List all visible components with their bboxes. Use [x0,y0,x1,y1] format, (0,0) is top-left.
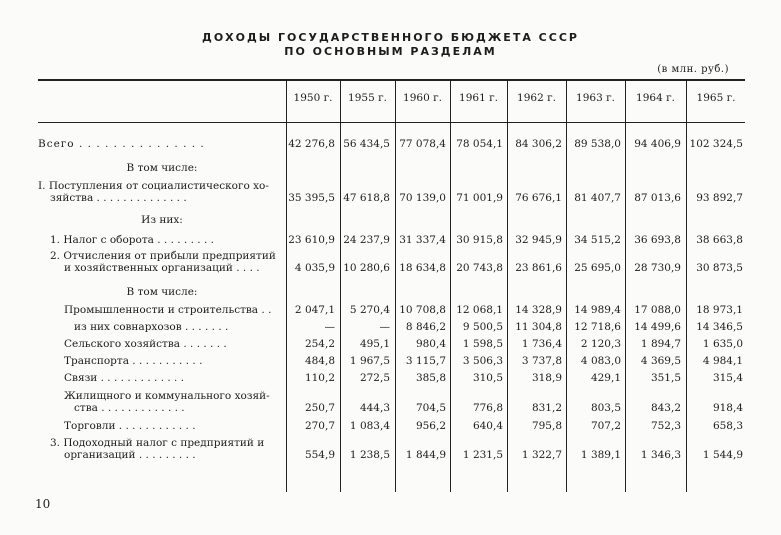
table-cell: 34 515,2 [574,234,621,246]
table-cell: 980,4 [415,338,446,350]
table-cell: 12 068,1 [456,304,503,316]
table-cell: 254,2 [304,338,335,350]
table-cell: 35 395,5 [288,192,335,204]
table-cell: 956,2 [415,420,446,432]
column-rule [395,80,396,492]
row-label: из них совнархозов . . . . . . . [74,321,229,333]
table-cell: 5 270,4 [349,304,390,316]
table-cell: 32 945,9 [515,234,562,246]
table-cell: 20 743,8 [456,262,503,274]
table-cell: 102 324,5 [689,138,743,150]
table-title-line2: ПО ОСНОВНЫМ РАЗДЕЛАМ [284,45,497,58]
table-cell: 310,5 [472,372,503,384]
row-label: Торговли . . . . . . . . . . . . [64,420,196,432]
column-rule [450,80,451,492]
table-cell: 93 892,7 [696,192,743,204]
table-cell: 18 634,8 [399,262,446,274]
year-header: 1964 г. [636,92,675,104]
table-cell: 14 328,9 [515,304,562,316]
row-label: Связи . . . . . . . . . . . . . [64,372,185,384]
table-cell: — [379,321,390,333]
table-cell: 23 861,6 [515,262,562,274]
subheading: В том числе: [126,286,198,298]
table-cell: 94 406,9 [634,138,681,150]
table-cell: 1 894,7 [640,338,681,350]
table-cell: 10 708,8 [399,304,446,316]
table-cell: 78 054,1 [456,138,503,150]
year-header: 1960 г. [403,92,442,104]
table-cell: 11 304,8 [515,321,562,333]
column-rule [625,80,626,492]
table-cell: 47 618,8 [343,192,390,204]
column-rule [686,80,687,492]
column-rule [286,80,287,492]
table-cell: 4 083,0 [580,355,621,367]
table-cell: 3 737,8 [521,355,562,367]
table-cell: 1 389,1 [580,449,621,461]
table-cell: 110,2 [304,372,335,384]
table-cell: 84 306,2 [515,138,562,150]
row-label: Транспорта . . . . . . . . . . . [64,355,203,367]
table-cell: 2 120,3 [580,338,621,350]
table-cell: 776,8 [472,402,503,414]
table-cell: 1 598,5 [462,338,503,350]
table-cell: — [324,321,335,333]
row-label: ства . . . . . . . . . . . . . [74,402,185,414]
table-cell: 3 506,3 [462,355,503,367]
table-cell: 14 499,6 [634,321,681,333]
table-cell: 554,9 [304,449,335,461]
table-cell: 36 693,8 [634,234,681,246]
table-cell: 1 231,5 [462,449,503,461]
row-label: 2. Отчисления от прибыли предприятий [50,250,276,262]
table-cell: 318,9 [531,372,562,384]
units-note: (в млн. руб.) [657,64,729,75]
table-cell: 4 035,9 [294,262,335,274]
table-cell: 87 013,6 [634,192,681,204]
row-label: зяйства . . . . . . . . . . . . . . [50,192,187,204]
table-cell: 42 276,8 [288,138,335,150]
row-label: организаций . . . . . . . . . [64,449,196,461]
year-header: 1963 г. [576,92,615,104]
row-label: Жилищного и коммунального хозяй- [64,390,270,402]
row-label: I. Поступления от социалистического хо- [38,180,269,192]
table-cell: 4 984,1 [702,355,743,367]
table-cell: 315,4 [712,372,743,384]
table-cell: 1 736,4 [521,338,562,350]
table-cell: 25 695,0 [574,262,621,274]
row-label: 1. Налог с оборота . . . . . . . . . [50,234,214,246]
table-cell: 385,8 [415,372,446,384]
table-cell: 77 078,4 [399,138,446,150]
table-cell: 704,5 [415,402,446,414]
table-cell: 831,2 [531,402,562,414]
table-cell: 12 718,6 [574,321,621,333]
table-cell: 495,1 [359,338,390,350]
table-cell: 2 047,1 [294,304,335,316]
table-cell: 70 139,0 [399,192,446,204]
row-label: Сельского хозяйства . . . . . . . [64,338,227,350]
table-cell: 795,8 [531,420,562,432]
table-cell: 272,5 [359,372,390,384]
table-cell: 8 846,2 [405,321,446,333]
year-header: 1961 г. [459,92,498,104]
table-cell: 23 610,9 [288,234,335,246]
table-cell: 18 973,1 [696,304,743,316]
table-cell: 3 115,7 [405,355,446,367]
table-cell: 24 237,9 [343,234,390,246]
table-top-rule [38,79,745,81]
year-header: 1965 г. [696,92,736,104]
table-cell: 17 088,0 [634,304,681,316]
table-cell: 250,7 [304,402,335,414]
table-cell: 81 407,7 [574,192,621,204]
table-cell: 658,3 [712,420,743,432]
table-cell: 1 544,9 [702,449,743,461]
year-header: 1950 г. [293,92,333,104]
table-cell: 10 280,6 [343,262,390,274]
table-cell: 30 873,5 [696,262,743,274]
subheading: Из них: [141,214,183,226]
row-label: Промышленности и строительства . . [64,304,272,316]
table-cell: 89 538,0 [574,138,621,150]
table-title-line1: ДОХОДЫ ГОСУДАРСТВЕННОГО БЮДЖЕТА СССР [202,31,579,44]
table-cell: 803,5 [590,402,621,414]
table-cell: 56 434,5 [343,138,390,150]
table-cell: 28 730,9 [634,262,681,274]
table-cell: 752,3 [650,420,681,432]
table-cell: 38 663,8 [696,234,743,246]
table-cell: 1 238,5 [349,449,390,461]
table-cell: 1 844,9 [405,449,446,461]
table-cell: 351,5 [650,372,681,384]
table-cell: 1 346,3 [640,449,681,461]
table-cell: 640,4 [472,420,503,432]
row-label-total: Всего . . . . . . . . . . . . . . . [38,138,205,150]
row-label: 3. Подоходный налог с предприятий и [50,437,265,449]
table-cell: 14 989,4 [574,304,621,316]
table-cell: 30 915,8 [456,234,503,246]
page-number: 10 [35,497,51,511]
header-bottom-rule [38,122,745,123]
table-cell: 484,8 [304,355,335,367]
table-cell: 4 369,5 [640,355,681,367]
table-cell: 14 346,5 [696,321,743,333]
table-cell: 1 322,7 [521,449,562,461]
column-rule [566,80,567,492]
table-cell: 843,2 [650,402,681,414]
column-rule [340,80,341,492]
table-cell: 707,2 [590,420,621,432]
row-label: и хозяйственных организаций . . . . [64,262,260,274]
table-cell: 429,1 [590,372,621,384]
table-cell: 9 500,5 [462,321,503,333]
table-cell: 1 967,5 [349,355,390,367]
table-cell: 1 635,0 [702,338,743,350]
subheading: В том числе: [126,162,198,174]
table-cell: 1 083,4 [349,420,390,432]
year-header: 1955 г. [348,92,387,104]
table-cell: 270,7 [304,420,335,432]
table-cell: 918,4 [712,402,743,414]
table-cell: 444,3 [359,402,390,414]
table-cell: 76 676,1 [515,192,562,204]
table-cell: 31 337,4 [399,234,446,246]
table-cell: 71 001,9 [456,192,503,204]
column-rule [507,80,508,492]
year-header: 1962 г. [517,92,556,104]
